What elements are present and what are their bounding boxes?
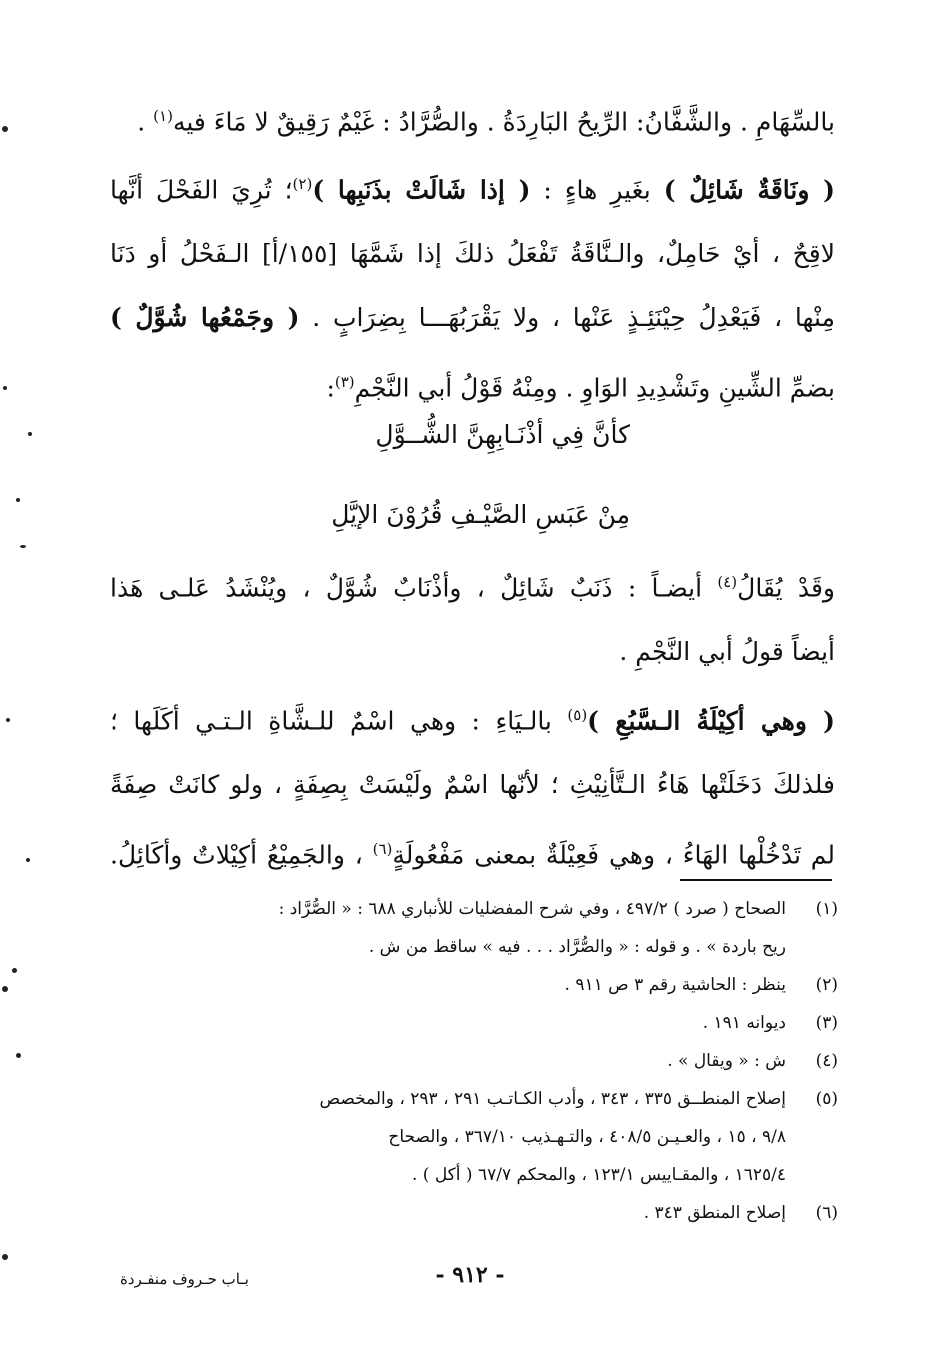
text-run: بالسِّهَامِ . والشَّفَّانُ: الرِّيحُ البَارِدَةُ . والصُّرَّادُ : غَيْمٌ رَقِيقٌ لا مَاءَ فيه — [172, 107, 835, 137]
footnote-text: ديوانه ١٩١ . — [702, 1013, 786, 1033]
verse-line: مِنْ عَبَسِ الصَّيْـفِ قُرُوْنَ الإيَّلِ — [331, 500, 630, 529]
scan-speck — [2, 1254, 8, 1260]
scan-speck — [16, 1053, 21, 1058]
footnote-marker: (٥) — [567, 706, 588, 724]
poem-block — [300, 395, 630, 555]
paragraph-line: فلذلكَ دَخَلَتْها هَاءُ الـتَّأنِيْثِ ؛ لأنّها اسْمٌ ولَيْسَتْ بِصِفَةٍ ، ولو كانَتْ صِفَةً — [110, 770, 835, 800]
headword: ( إذا شَالَتْ بذَنَبِها ) — [312, 175, 531, 205]
paragraph-line: لاقِحٌ ، أيْ حَامِلٌ، والـنَّاقَةُ تَفْعَلُ ذلكَ إذا شَمَّهَا [١٥٥/أ] الـفَحْلُ أو دَنَا — [110, 239, 835, 269]
scan-speck — [3, 386, 7, 390]
footnote-marker: (١) — [153, 107, 173, 125]
headword: ( وهي أكِيْلَةُ الـسَّبُعِ ) — [587, 706, 835, 736]
text-run: . — [137, 107, 154, 137]
footnote-text: إصلاح المنطق ٣٤٣ . — [643, 1203, 786, 1223]
footnote-marker: (٣) — [334, 373, 355, 392]
footnote-marker: (٦) — [372, 840, 393, 859]
paragraph-line — [110, 550, 835, 620]
footnote-separator — [680, 879, 832, 881]
paragraph-line — [110, 817, 835, 887]
headword: ( وجَمْعُها شُوَّلٌ ) — [110, 303, 300, 333]
footnote-marker: (٢) — [292, 175, 313, 193]
text-run: أيضـاً : ذَنَبٌ شَائِلٌ ، وأذْنَابٌ شُوَّلٌ ، ويُنْشَدُ عَلـى هَذا — [110, 573, 718, 603]
scan-speck — [16, 498, 20, 502]
footnote-text: ريح باردة » . و قوله : « والصُّرَّاد . . . فيه » ساقط من ش . — [368, 937, 786, 957]
scan-speck — [20, 545, 26, 548]
footnote-text: إصلاح المنطــق ٣٣٥ ، ٣٤٣ ، وأدب الكـاتـب ٢٩١ ، ٢٩٣ ، والمخصص — [319, 1089, 786, 1109]
headword: ( ونَاقَةٌ شَائِلٌ ) — [663, 175, 836, 205]
paragraph-yuqal — [110, 550, 835, 684]
paragraph-line — [110, 152, 835, 222]
footnote-text: ١٦٢٥/٤ ، والمقـاييس ١٢٣/١ ، والمحكم ٦٧/٧ ( أكل ) . — [411, 1165, 786, 1185]
footnote-1 — [118, 890, 838, 966]
footnote-6 — [118, 1194, 838, 1232]
text-run: بالـيَاءِ : وهي اسْمٌ للـشَّاةِ الـتـي أكَلَها ؛ — [110, 706, 568, 736]
paragraph-shail — [110, 152, 835, 421]
main-text-line-1 — [110, 84, 835, 154]
scan-speck — [2, 126, 8, 132]
paragraph-line — [110, 286, 835, 350]
footnote-number: (٣) — [815, 1013, 838, 1033]
text-run: بضمِّ الشِّينِ وتَشْدِيدِ الوَاوِ . ومِنْهُ قَوْلُ أبي النَّجْمِ — [354, 373, 835, 403]
scan-speck — [28, 432, 32, 436]
footnote-text: ش : « ويقال » . — [667, 1051, 786, 1071]
text-run: ؛ تُرِيَ الفَحْلَ أنَّها — [110, 175, 293, 205]
paragraph-line — [110, 683, 835, 753]
text-run: وقَدْ يُقَالُ — [737, 573, 835, 603]
text-run: : — [326, 373, 335, 403]
text-run: بغَيرِ هاءٍ : — [530, 175, 664, 205]
page-number: - ٩١٢ - — [435, 1262, 505, 1288]
footnote-number: (١) — [815, 899, 838, 919]
footnote-marker: (٤) — [717, 573, 738, 591]
footnote-text: الصحاح ( صرد ) ٤٩٧/٢ ، وفي شرح المفضليات للأنباري ٦٨٨ : « الصُّرَّاد : — [278, 899, 786, 919]
footnote-3 — [118, 1004, 838, 1042]
footnote-number: (٦) — [815, 1203, 838, 1223]
scan-speck — [26, 858, 30, 862]
scan-speck — [6, 718, 10, 722]
footnote-2 — [118, 966, 838, 1004]
paragraph-akila — [110, 683, 835, 888]
paragraph-line: أيضاً قولُ أبي النَّجْمِ . — [619, 637, 835, 667]
footnote-5 — [118, 1080, 838, 1194]
footnote-4 — [118, 1042, 838, 1080]
scan-speck — [2, 986, 8, 992]
verse-line: كأنَّ فِي أذْنَـابِهِنَّ الشُّــوَّلِ — [375, 420, 630, 449]
scan-speck — [12, 968, 17, 973]
text-run: لم تَدْخُلْها الهَاءُ ، وهي فَعِيْلَةٌ بمعنى مَفْعُولَةٍ — [392, 840, 836, 870]
footnote-number: (٥) — [815, 1089, 838, 1109]
text-run: مِنْها ، فَيَعْدِلُ حِيْنَئِـذٍ عَنْها ، ولا يَقْرَبُهَـــا بِضِرَابٍ . — [299, 303, 835, 333]
footnote-number: (٤) — [815, 1051, 838, 1071]
footnote-text: ينظر : الحاشية رقم ٣ ص ٩١١ . — [564, 975, 786, 995]
footnote-number: (٢) — [815, 975, 838, 995]
footnote-text: ٩/٨ ، ١٥ ، والعـيـن ٤٠٨/٥ ، والتـهـذيب ٣٦٧/١٠ ، والصحاح — [388, 1127, 786, 1147]
text-run: ، والجَمِيْعُ أكِيْلاتٌ وأكَائِلُ. — [110, 840, 373, 870]
footnotes — [118, 890, 838, 1232]
running-head: بـاب حـروف منفـردة — [120, 1270, 249, 1288]
